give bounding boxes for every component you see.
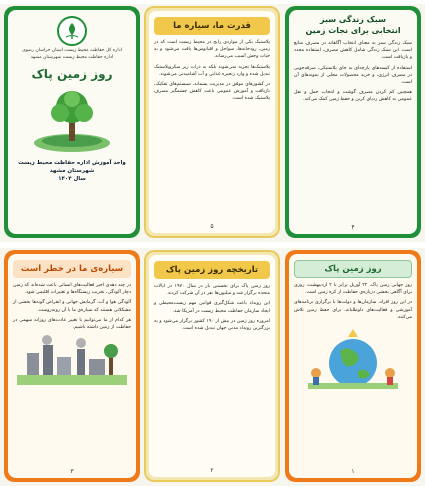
power-text: [154, 39, 270, 103]
city-name: شهرستان مشهد: [49, 168, 95, 174]
brochure-inner-side: [0, 248, 425, 486]
earth-cleanup-illustration: [298, 325, 408, 395]
intro-text: [294, 282, 412, 321]
danger-banner: سیاره‌ی ما در خطر است: [13, 260, 131, 278]
organization-line-1: اداره کل حفاظت محیط زیست استان خراسان رضوی: [22, 48, 122, 53]
history-paragraph: امروزه روز زمین در بیش از ۱۹۰ کشور برگزار می‌شود و به بزرگترین رویداد مدنی جهان تبدیل شده است.: [154, 318, 271, 332]
power-paragraph: پلاستیک یکی از مواردی رایج در محیط زیست است که در زمین، رودخانه‌ها، سواحل و اقیانوس‌ها یافت می‌شود و به حیات وحش آسیب می‌رساند.: [154, 40, 270, 60]
green-life-paragraph: استفاده از کیسه‌های پارچه‌ای به جای پلاستیکی، صرفه‌جویی در مصرف انرژی، و خرید محصولات محلی از نمونه‌های آن است.: [294, 65, 412, 86]
tree-globe-illustration: [27, 85, 117, 155]
page-number: ۴: [351, 224, 355, 231]
organization-line-2: اداره حفاظت محیط زیست شهرستان مشهد: [30, 54, 114, 60]
power-panel: [144, 6, 280, 238]
power-paragraph: پلاستیک‌ها تجزیه نمی‌شوند بلکه به ذرات ریز میکروپلاستیک تبدیل شده و وارد زنجیره غذایی و آب آشامیدنی می‌شوند.: [154, 64, 270, 77]
green-life-title: سبک زندگی سبز: [320, 15, 386, 24]
intro-paragraph: در این روز افراد، سازمان‌ها و دولت‌ها با برگزاری برنامه‌های آموزشی و فعالیت‌های داوطلبانه، برای حفظ زمین تلاش می‌کنند.: [294, 300, 412, 320]
cover-panel: [4, 6, 140, 238]
page-number: ۲: [210, 467, 214, 474]
page-number: ۱: [351, 468, 355, 475]
power-banner: قدرت ما، سیاره ما: [154, 17, 270, 35]
brochure-outer-side: [0, 4, 425, 242]
intro-banner: روز زمین پاک: [294, 260, 412, 278]
unit-name: واحد آموزش اداره حفاظت محیط زیست: [18, 160, 126, 166]
history-paragraph: این رویداد باعث شکل‌گیری قوانین مهم زیست‌محیطی و ایجاد سازمان حفاظت محیط زیست در آمریکا شد.: [154, 301, 270, 314]
green-life-subtitle: انتخابی برای نجات زمین: [305, 26, 401, 35]
danger-paragraph: در چند دهه‌ی اخیر فعالیت‌های انسانی باعث شده‌اند که زمین دچار آلودگی، تخریب زیستگاه‌ها و تغییرات اقلیمی شود.: [13, 283, 131, 296]
history-panel: [144, 250, 280, 482]
danger-text: [13, 282, 131, 331]
green-life-paragraph: همچنین کم کردن مصرف گوشت و انتخاب حمل و نقل عمومی به کاهش ردپای کربن و حفظ زمین کمک می‌کند.: [294, 90, 412, 103]
danger-paragraph: آلودگی هوا و آب، گرمایش جهانی و انقراض گونه‌ها بخشی از مشکلاتی هستند که سیاره‌ی ما با آن روبه‌روست.: [13, 300, 131, 313]
polluted-city-illustration: [17, 335, 127, 385]
cover-title: روز زمین پاک: [31, 67, 113, 81]
power-paragraph: در کشورهای موفق در مدیریت پسماند، سیستم‌های تفکیک، بازیافت و آموزش عمومی باعث کاهش چشمگیر مصرف پلاستیک شده است.: [154, 82, 270, 102]
history-paragraph: روز زمین پاک برای نخستین بار در سال ۱۹۷۰ در ایالات متحده برگزار شد و میلیون‌ها نفر در آن شرکت کردند.: [154, 284, 271, 297]
year-label: سال ۱۴۰۴: [58, 176, 86, 182]
history-text: [154, 283, 270, 332]
danger-panel: [4, 250, 140, 482]
environment-logo-icon: [57, 16, 87, 46]
danger-paragraph: هر کدام از ما می‌توانیم با تغییر عادت‌های روزانه سهمی در حفاظت از زمین داشته باشیم.: [13, 317, 131, 331]
intro-paragraph: روز جهانی زمین پاک، ۲۲ آوریل برابر با ۲ اردیبهشت، روزی برای آگاهی بخشی درباره‌ی حفاظت از کره زمین است.: [294, 283, 412, 296]
intro-panel: [285, 250, 421, 482]
green-life-paragraph: سبک زندگی سبز به معنای انتخاب آگاهانه در مصرف منابع است. این سبک زندگی شامل کاهش مصرف، استفاده مجدد و بازیافت است.: [294, 41, 412, 61]
page-number: ۵: [210, 223, 214, 230]
page-number: ۳: [70, 468, 74, 475]
history-banner: تاریخچه روز زمین پاک: [154, 261, 270, 279]
green-life-text: [294, 40, 412, 104]
green-life-panel: [285, 6, 421, 238]
